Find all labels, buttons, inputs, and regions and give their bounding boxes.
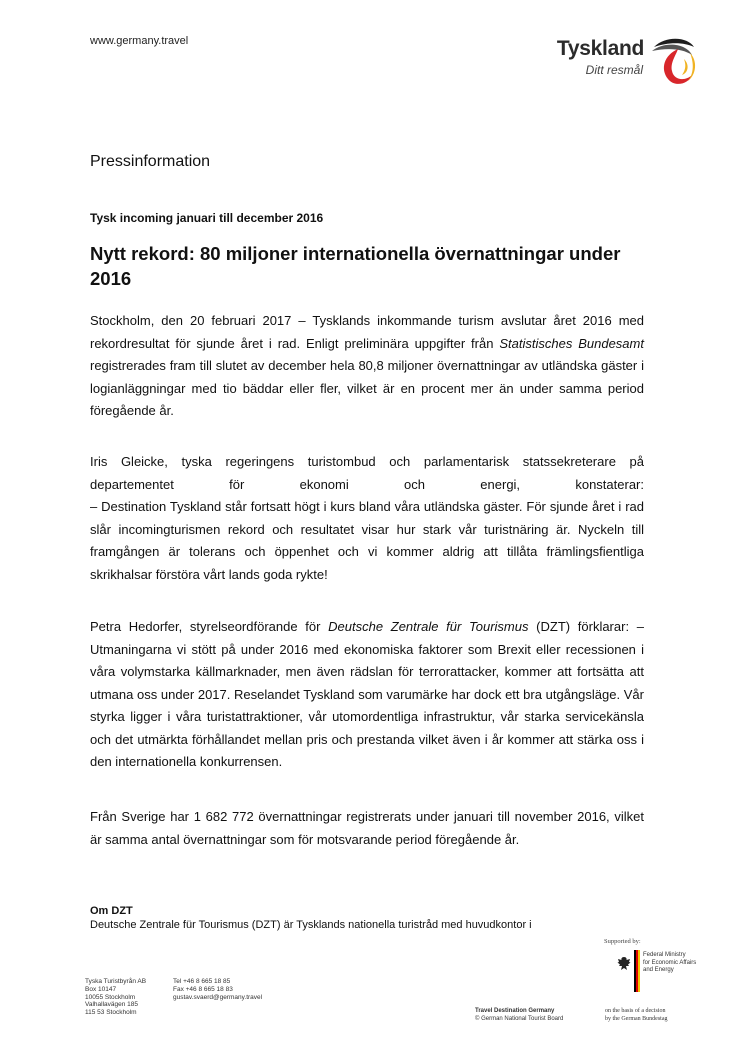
- headline: Nytt rekord: 80 miljoner internationella övernattningar under 2016: [90, 243, 621, 289]
- paragraph-4: Från Sverige har 1 682 772 övernattningar registrerats under januari till november 2016, vilket är samma antal övernattningar som för motsvarande period föregående år.: [90, 809, 644, 847]
- statistisches-bundesamt: Statistisches Bundesamt: [499, 335, 644, 351]
- tyskland-logo: [540, 33, 700, 93]
- paragraph-1: Stockholm, den 20 februari 2017 – Tysklands inkommande turism avslutar året 2016 med rekordresultat för sjunde året i rad. Enligt preliminära uppgifter från Statistisches Bundesamt registrerades fram till slutet av december hela 80,8 miljoner övernattningar av utländska gäster i logianläggningar med tio bäddar eller fler, vilket är en procent mer än under samma period föregående år.: [90, 313, 644, 418]
- footer-contact: Tel +46 8 665 18 85 Fax +46 8 665 18 83 gustav.svaerd@germany.travel: [173, 978, 263, 1001]
- flag-bar-gold: [638, 950, 640, 992]
- supported-by-label: Supported by:: [604, 938, 641, 945]
- logo-tagline: Ditt resmål: [585, 63, 643, 77]
- travel-destination-germany: Travel Destination Germany © German National Tourist Board: [475, 1008, 564, 1022]
- paragraph-2: Iris Gleicke, tyska regeringens turistombud och parlamentarisk statssekreterare på departementet för ekonomi och energi, konstaterar: – Destination Tyskland står fortsatt högt i kurs bland våra utländska gäster. För sjunde året i rad slår incomingturismen rekord och resultatet visar hur stark vår turistnäring är. Nyckeln till framgången är tolerans och öppenhet och vi kommer aldrig att tillåta främlingsfientliga skrikhalsar förstöra vårt lands goda rykte!: [90, 454, 644, 582]
- website-url[interactable]: www.germany.travel: [90, 35, 189, 47]
- logo-swirl-icon: [648, 33, 700, 89]
- about-text: Deutsche Zentrale für Tourismus (DZT) är Tysklands nationella turistråd med huvudkontor i: [90, 919, 532, 931]
- about-title: Om DZT: [90, 905, 133, 917]
- ministry-name: Federal Ministry for Economic Affairs and Energy: [643, 952, 697, 973]
- dzt-name: Deutsche Zentrale für Tourismus: [328, 619, 529, 634]
- bundestag-basis: on the basis of a decision by the German Bundestag: [605, 1008, 668, 1022]
- contact-email[interactable]: gustav.svaerd@germany.travel: [173, 993, 263, 1001]
- section-label: Pressinformation: [90, 153, 211, 170]
- footer-address: Tyska Turistbyrån AB Box 10147 10055 Stockholm Valhallavägen 185 115 53 Stockholm: [85, 978, 147, 1017]
- logo-title: Tyskland: [556, 37, 644, 60]
- paragraph-3: Petra Hedorfer, styrelseordförande för Deutsche Zentrale für Tourismus (DZT) förklarar: – Utmaningarna vi stött på under 2016 med ekonomiska faktorer som Brexit eller recessionen i våra volymstarka källmarknader, men även rädslan för terrorattacker, kommer att fortsätta att utmana oss under 2017. Reselandet Tyskland som varumärke har dock ett bra utgångsläge. Vår styrka ligger i våra turistattraktioner, vår utomordentliga infrastruktur, vår starka servicekänsla och det utmärkta förhållandet mellan pris och prestanda vilket även i år kommer att stärka oss i den internationella konkurrensen.: [90, 619, 644, 769]
- kicker: Tysk incoming januari till december 2016: [90, 211, 324, 225]
- federal-eagle-icon: [617, 956, 631, 972]
